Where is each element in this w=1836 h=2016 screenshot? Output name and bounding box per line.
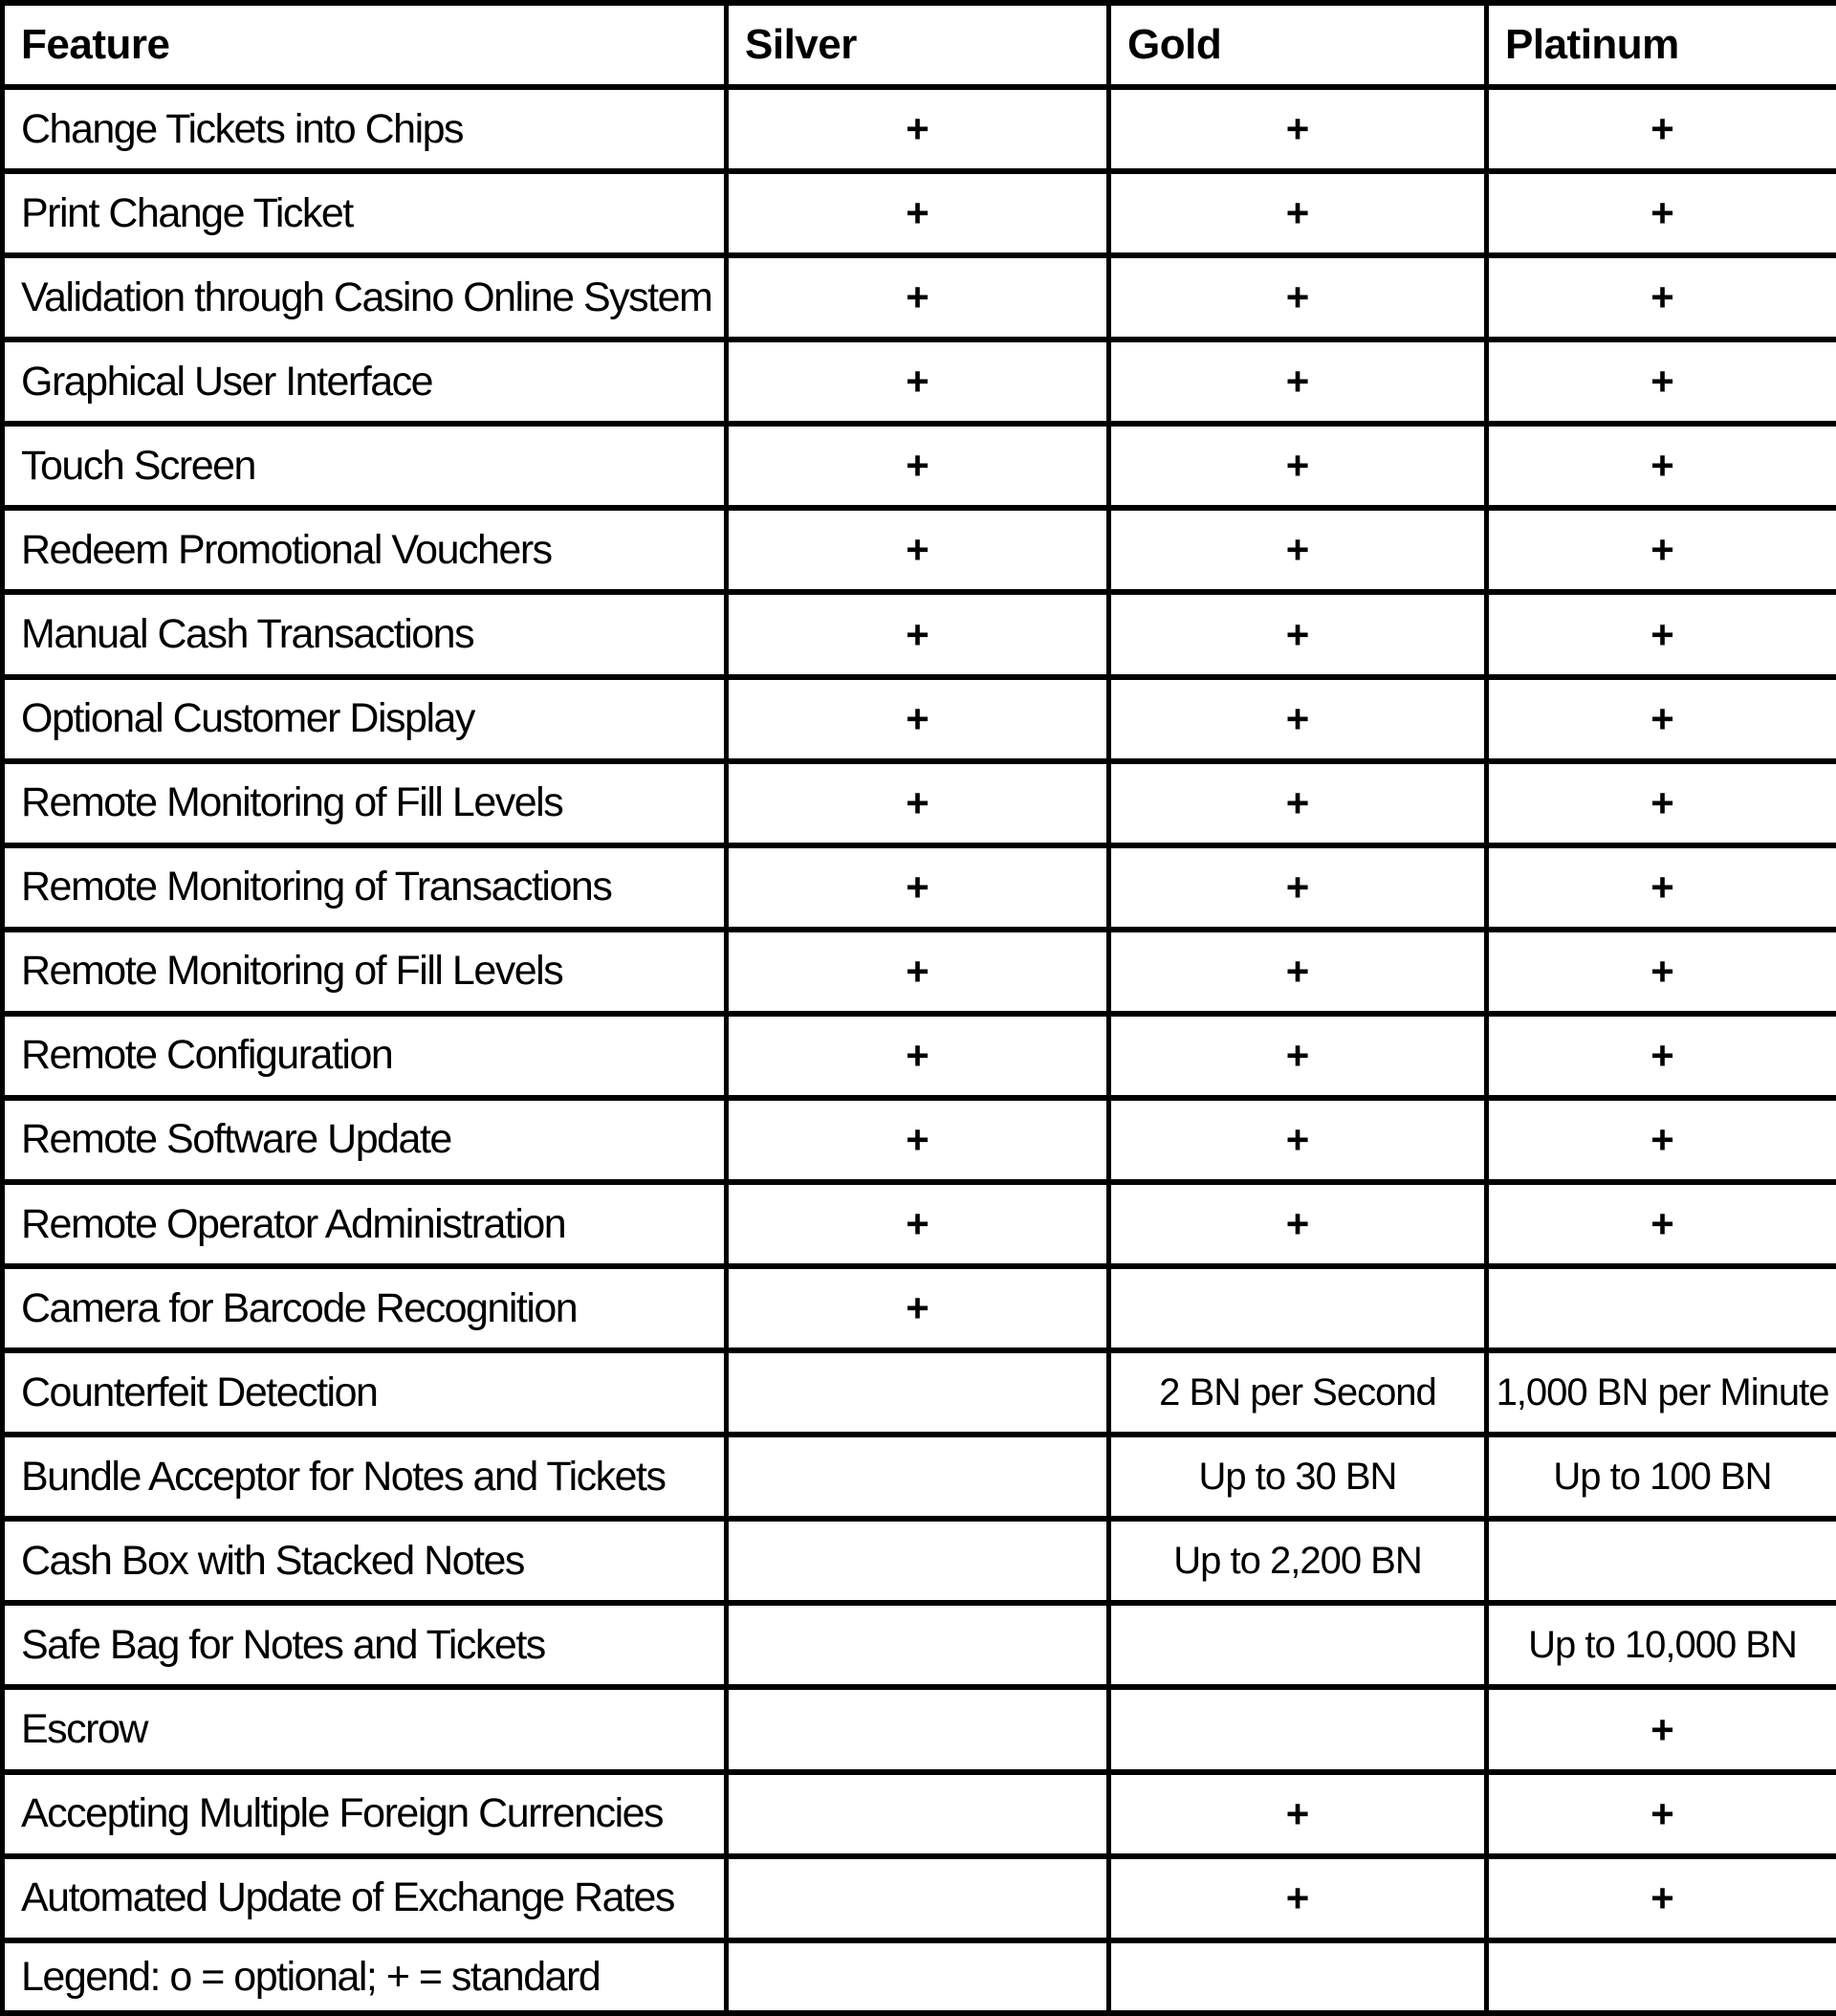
feature-cell: Counterfeit Detection bbox=[3, 1350, 727, 1435]
value-cell-platinum: + bbox=[1487, 87, 1836, 171]
value-cell-gold: + bbox=[1109, 87, 1487, 171]
feature-cell: Optional Customer Display bbox=[3, 677, 727, 761]
value-cell-gold: Up to 30 BN bbox=[1109, 1435, 1487, 1519]
feature-cell: Escrow bbox=[3, 1687, 727, 1771]
table-row bbox=[3, 1435, 1836, 1519]
feature-cell: Graphical User Interface bbox=[3, 340, 727, 424]
value-cell-silver: + bbox=[727, 424, 1109, 508]
feature-cell: Remote Monitoring of Fill Levels bbox=[3, 930, 727, 1014]
value-cell-platinum: Up to 10,000 BN bbox=[1487, 1603, 1836, 1687]
legend-text: Legend: o = optional; + = standard bbox=[3, 1940, 727, 2013]
value-cell-gold bbox=[1109, 1603, 1487, 1687]
value-cell-platinum: + bbox=[1487, 340, 1836, 424]
value-cell-platinum bbox=[1487, 1519, 1836, 1603]
table-row bbox=[3, 1856, 1836, 1940]
value-cell-silver bbox=[727, 1519, 1109, 1603]
value-cell-platinum: + bbox=[1487, 508, 1836, 592]
value-cell-silver bbox=[727, 1772, 1109, 1856]
value-cell-silver: + bbox=[727, 340, 1109, 424]
table-row bbox=[3, 1603, 1836, 1687]
value-cell-silver bbox=[727, 1687, 1109, 1771]
table-row bbox=[3, 1772, 1836, 1856]
table-row bbox=[3, 340, 1836, 424]
feature-cell: Safe Bag for Notes and Tickets bbox=[3, 1603, 727, 1687]
feature-cell: Accepting Multiple Foreign Currencies bbox=[3, 1772, 727, 1856]
value-cell-platinum: + bbox=[1487, 255, 1836, 340]
value-cell-silver: + bbox=[727, 845, 1109, 930]
legend-row bbox=[3, 1940, 1836, 2013]
value-cell-gold: + bbox=[1109, 340, 1487, 424]
value-cell-platinum: + bbox=[1487, 677, 1836, 761]
value-cell-gold: + bbox=[1109, 1098, 1487, 1182]
value-cell-platinum: + bbox=[1487, 1772, 1836, 1856]
feature-cell: Automated Update of Exchange Rates bbox=[3, 1856, 727, 1940]
value-cell-platinum: + bbox=[1487, 845, 1836, 930]
value-cell-silver bbox=[727, 1435, 1109, 1519]
table-row bbox=[3, 1266, 1836, 1350]
value-cell-gold: + bbox=[1109, 1772, 1487, 1856]
value-cell-platinum: + bbox=[1487, 171, 1836, 255]
value-cell-gold: + bbox=[1109, 171, 1487, 255]
value-cell-gold bbox=[1109, 1687, 1487, 1771]
feature-cell: Touch Screen bbox=[3, 424, 727, 508]
value-cell-platinum: + bbox=[1487, 761, 1836, 845]
value-cell-platinum: + bbox=[1487, 1014, 1836, 1098]
table-row bbox=[3, 1014, 1836, 1098]
value-cell-silver: + bbox=[727, 1182, 1109, 1266]
value-cell-silver: + bbox=[727, 592, 1109, 676]
table-row bbox=[3, 1182, 1836, 1266]
table-row bbox=[3, 761, 1836, 845]
table-row bbox=[3, 930, 1836, 1014]
table-row bbox=[3, 255, 1836, 340]
feature-cell: Redeem Promotional Vouchers bbox=[3, 508, 727, 592]
table-row bbox=[3, 1098, 1836, 1182]
value-cell-gold: 2 BN per Second bbox=[1109, 1350, 1487, 1435]
table-row bbox=[3, 1687, 1836, 1771]
feature-cell: Remote Software Update bbox=[3, 1098, 727, 1182]
feature-cell: Manual Cash Transactions bbox=[3, 592, 727, 676]
value-cell-gold: + bbox=[1109, 1182, 1487, 1266]
feature-cell: Print Change Ticket bbox=[3, 171, 727, 255]
value-cell-platinum: 1,000 BN per Minute bbox=[1487, 1350, 1836, 1435]
value-cell-silver bbox=[727, 1603, 1109, 1687]
value-cell-platinum: + bbox=[1487, 1687, 1836, 1771]
value-cell-silver bbox=[727, 1350, 1109, 1435]
value-cell-platinum: Up to 100 BN bbox=[1487, 1435, 1836, 1519]
table-row bbox=[3, 1350, 1836, 1435]
value-cell-silver: + bbox=[727, 930, 1109, 1014]
column-header-feature: Feature bbox=[3, 3, 727, 87]
column-header-platinum: Platinum bbox=[1487, 3, 1836, 87]
feature-cell: Remote Configuration bbox=[3, 1014, 727, 1098]
value-cell-gold: + bbox=[1109, 1014, 1487, 1098]
feature-cell: Camera for Barcode Recognition bbox=[3, 1266, 727, 1350]
value-cell-gold bbox=[1109, 1266, 1487, 1350]
column-header-silver: Silver bbox=[727, 3, 1109, 87]
feature-cell: Cash Box with Stacked Notes bbox=[3, 1519, 727, 1603]
value-cell-gold: + bbox=[1109, 930, 1487, 1014]
value-cell-silver: + bbox=[727, 508, 1109, 592]
value-cell-silver: + bbox=[727, 1098, 1109, 1182]
table-row bbox=[3, 677, 1836, 761]
value-cell-silver: + bbox=[727, 1266, 1109, 1350]
value-cell-gold: Up to 2,200 BN bbox=[1109, 1519, 1487, 1603]
table-row bbox=[3, 1519, 1836, 1603]
column-header-gold: Gold bbox=[1109, 3, 1487, 87]
feature-cell: Bundle Acceptor for Notes and Tickets bbox=[3, 1435, 727, 1519]
feature-cell: Remote Monitoring of Fill Levels bbox=[3, 761, 727, 845]
value-cell-gold: + bbox=[1109, 255, 1487, 340]
table-row bbox=[3, 508, 1836, 592]
value-cell-silver: + bbox=[727, 1014, 1109, 1098]
table-row bbox=[3, 424, 1836, 508]
table-row bbox=[3, 87, 1836, 171]
value-cell-platinum: + bbox=[1487, 592, 1836, 676]
value-cell-platinum bbox=[1487, 1266, 1836, 1350]
table-row bbox=[3, 592, 1836, 676]
table-row bbox=[3, 845, 1836, 930]
value-cell-platinum: + bbox=[1487, 930, 1836, 1014]
legend-empty-cell-silver bbox=[727, 1940, 1109, 2013]
feature-cell: Remote Monitoring of Transactions bbox=[3, 845, 727, 930]
table-header-row bbox=[3, 3, 1836, 87]
feature-cell: Change Tickets into Chips bbox=[3, 87, 727, 171]
value-cell-platinum: + bbox=[1487, 1098, 1836, 1182]
value-cell-silver: + bbox=[727, 255, 1109, 340]
value-cell-gold: + bbox=[1109, 845, 1487, 930]
value-cell-gold: + bbox=[1109, 508, 1487, 592]
legend-empty-cell-gold bbox=[1109, 1940, 1487, 2013]
value-cell-gold: + bbox=[1109, 677, 1487, 761]
value-cell-gold: + bbox=[1109, 1856, 1487, 1940]
value-cell-silver: + bbox=[727, 677, 1109, 761]
table-row bbox=[3, 171, 1836, 255]
value-cell-platinum: + bbox=[1487, 424, 1836, 508]
value-cell-platinum: + bbox=[1487, 1856, 1836, 1940]
value-cell-gold: + bbox=[1109, 424, 1487, 508]
value-cell-silver: + bbox=[727, 171, 1109, 255]
feature-cell: Remote Operator Administration bbox=[3, 1182, 727, 1266]
value-cell-silver bbox=[727, 1856, 1109, 1940]
legend-empty-cell-platinum bbox=[1487, 1940, 1836, 2013]
value-cell-platinum: + bbox=[1487, 1182, 1836, 1266]
value-cell-gold: + bbox=[1109, 592, 1487, 676]
value-cell-gold: + bbox=[1109, 761, 1487, 845]
value-cell-silver: + bbox=[727, 87, 1109, 171]
value-cell-silver: + bbox=[727, 761, 1109, 845]
feature-cell: Validation through Casino Online System bbox=[3, 255, 727, 340]
